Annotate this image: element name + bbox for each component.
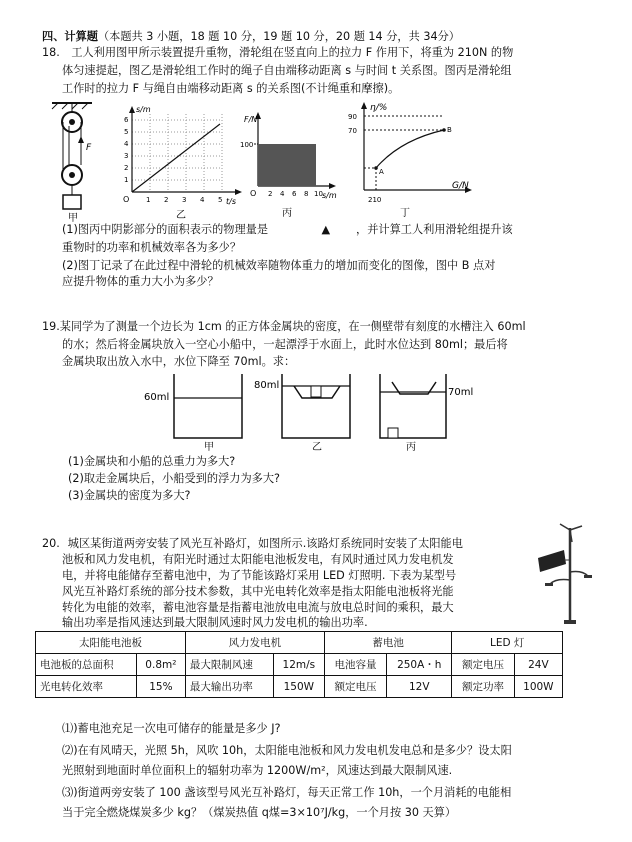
q18-line-1 [42, 46, 513, 60]
q18-stem-1: 工人利用图甲所示装置提升重物，滑轮组在竖直向上的拉力 F 作用下，将重为 210N 的物 [71, 46, 514, 59]
fig-jia-caption: 甲 [68, 213, 78, 222]
bing-origin: O [250, 189, 257, 198]
ding-point-b: B [447, 126, 452, 134]
q19-figure [140, 368, 480, 452]
shaded-work-area [258, 144, 316, 186]
q20-sub1: ⑴)蓄电池充足一次电可储存的能量是多少 J? [62, 722, 281, 735]
solar-panel-icon [538, 550, 566, 572]
yi-ytick: 2 [124, 164, 129, 172]
q19-number: 19. [42, 320, 60, 333]
table-cell: 电池容量 [324, 654, 386, 676]
bing-xtick: 2 [268, 190, 273, 198]
q19-sub2: (2)取走金属块后，小船受到的浮力为多大? [68, 472, 280, 485]
q18-figure-bing [240, 106, 340, 222]
q20-stem-2: 池板和风力发电机，有阳光时通过太阳能电池板发电，有风时通过风力发电机发 [62, 553, 454, 566]
table-header-row [36, 632, 563, 654]
q18-figure-yi [120, 100, 248, 222]
table-cell: 额定电压 [452, 654, 514, 676]
table-cell: 额定功率 [452, 676, 514, 698]
q20-sub3-line1: ⑶)街道两旁安装了 100 盏该型号风光互补路灯，每天正常工作 10h，一个月消耗的电能相 [62, 786, 512, 799]
table-cell: 250A・h [387, 654, 452, 676]
q19-stem-1: 某同学为了测量一个边长为 1cm 的正方体金属块的密度，在一侧壁带有刻度的水槽注入 60ml [59, 320, 526, 333]
ding-ytick: 90 [348, 113, 357, 121]
bing-xtick: 4 [280, 190, 285, 198]
ding-ylabel: η/% [370, 103, 388, 113]
q20-sub2-line1: ⑵)在有风晴天，光照 5h，风吹 10h，太阳能电池板和风力发电机发电总和是多少？设太阳 [62, 744, 512, 757]
yi-xtick: 3 [182, 196, 187, 204]
table-cell: 光电转化效率 [36, 676, 137, 698]
q20-stem-3: 电，并将电能储存至蓄电池中，为了节能该路灯采用 LED 灯照明. 下表为某型号 [62, 569, 457, 582]
q20-stem-4: 风光互补路灯系统的部分技术参数，其中光电转化效率是指太阳能电池板将光能 [62, 585, 454, 598]
fig-yi-caption: 乙 [176, 210, 186, 221]
table-cell: 100W [514, 676, 562, 698]
q18-figure-ding [340, 98, 480, 222]
q18-stem-3: 工作时的拉力 F 与绳自由端移动距离 s 的关系图(不计绳重和摩擦)。 [62, 82, 400, 95]
yi-ytick: 6 [124, 116, 129, 124]
q20-stem-1: 城区某街道两旁安装了风光互补路灯，如图所示.该路灯系统同时安装了太阳能电 [67, 537, 463, 550]
point-a [374, 166, 378, 170]
ding-xlabel: G/N [452, 181, 469, 191]
cap-jia: 甲 [204, 442, 214, 452]
ding-ytick: 70 [348, 127, 357, 135]
ding-point-a: A [379, 168, 384, 176]
q19-sub3: (3)金属块的密度为多大? [68, 489, 191, 502]
table-cell: 150W [273, 676, 324, 698]
q18-stem-2: 体匀速提起，图乙是滑轮组工作时的绳子自由端移动距离 s 与时间 t 关系图。图丙是滑轮组 [62, 64, 512, 77]
bing-level: 100 [240, 141, 254, 149]
street-lamp-illustration [530, 520, 596, 628]
q20-stem-5: 转化为电能的效率，蓄电池容量是指蓄电池放电电流与放电总时间的乘积，最大 [62, 601, 454, 614]
q18-sub1-line2: 重物时的功率和机械效率各为多少？ [62, 241, 242, 254]
weight-block-icon [63, 195, 81, 209]
tank-yi [282, 374, 350, 438]
tank-jia [174, 374, 242, 438]
q20-line-1 [42, 537, 463, 551]
yi-xtick: 2 [164, 196, 169, 204]
table-header: 太阳能电池板 [36, 632, 186, 654]
force-arrow-icon [78, 136, 84, 143]
vol-label-1: 60ml [144, 392, 170, 403]
cap-yi: 乙 [312, 442, 322, 452]
yi-xtick: 4 [200, 196, 205, 204]
section-note: （本题共 3 小题，18 题 10 分，19 题 10 分，20 题 14 分，共 34分） [97, 30, 460, 43]
yi-ylabel: s/m [136, 105, 151, 114]
metal-cube-icon [311, 386, 321, 397]
yi-ytick: 5 [124, 128, 129, 136]
q19-stem-2: 的水；然后将金属块放入一空心小船中，一起漂浮于水面上，此时水位达到 80ml；最后将 [62, 338, 508, 351]
force-label: F [86, 143, 92, 153]
bing-xtick: 8 [304, 190, 309, 198]
table-header: 风力发电机 [185, 632, 324, 654]
table-cell: 最大限制风速 [185, 654, 273, 676]
vol-label-3: 70ml [448, 387, 474, 398]
table-cell: 15% [136, 676, 185, 698]
table-cell: 最大输出功率 [185, 676, 273, 698]
lamp-head-icon [584, 575, 592, 578]
ding-xtick: 210 [368, 196, 382, 204]
q18-number: 18. [42, 46, 60, 59]
yi-ytick: 3 [124, 152, 129, 160]
efficiency-curve [376, 130, 444, 168]
bing-xtick: 10 [314, 190, 323, 198]
q19-line-1 [42, 320, 526, 334]
q20-number: 20. [42, 537, 60, 550]
yi-xtick: 5 [218, 196, 223, 204]
point-b [442, 128, 446, 132]
q18-figure-jia [48, 100, 108, 222]
turbine-icon [560, 524, 570, 530]
cap-bing: 丙 [406, 442, 416, 452]
yi-xlabel: t/s [226, 197, 236, 206]
yi-origin: O [123, 195, 130, 204]
table-row [36, 676, 563, 698]
yi-xtick: 1 [146, 196, 151, 204]
table-cell: 额定电压 [324, 676, 386, 698]
fig-ding-caption: 丁 [400, 208, 410, 219]
q20-sub2-line2: 光照射到地面时单位面积上的辐射功率为 1200W/m²，风速达到最大限制风速. [62, 764, 453, 777]
table-cell: 电池板的总面积 [36, 654, 137, 676]
table-header: 蓄电池 [324, 632, 452, 654]
q18-sub1-rest: ，并计算工人利用滑轮组提升该 [356, 223, 513, 236]
q19-sub1: (1)金属块和小船的总重力为多大? [68, 455, 236, 468]
q18-sub2-line2: 应提升物体的重力大小为多少？ [62, 275, 219, 288]
table-header: LED 灯 [452, 632, 563, 654]
section-header [42, 30, 460, 44]
q18-sub1-line1 [62, 223, 513, 237]
q18-sub1-text: (1)图丙中阴影部分的面积表示的物理量是 [62, 223, 269, 236]
table-cell: 12m/s [273, 654, 324, 676]
q20-stem-6: 输出功率是指风速达到最大限制风速时风力发电机的输出功率. [62, 616, 368, 629]
spec-table [35, 631, 563, 698]
bing-xlabel: s/m [322, 191, 337, 200]
bing-ylabel: F/N [244, 115, 258, 124]
section-title: 四、计算题 [42, 30, 98, 43]
yi-ytick: 4 [124, 140, 129, 148]
yi-ytick: 1 [124, 176, 129, 184]
table-row [36, 654, 563, 676]
s-t-line [132, 124, 220, 192]
vol-label-2: 80ml [254, 380, 280, 391]
metal-cube-icon [388, 428, 398, 438]
fig-bing-caption: 丙 [282, 208, 292, 219]
table-cell: 0.8m² [136, 654, 185, 676]
bing-xtick: 6 [292, 190, 297, 198]
q19-stem-3: 金属块取出放入水中，水位下降至 70ml。求： [62, 355, 296, 368]
q18-sub2-line1: (2)图丁记录了在此过程中滑轮的机械效率随物体重力的增加而变化的图像，图中 B 点对 [62, 259, 496, 272]
table-cell: 24V [514, 654, 562, 676]
table-cell: 12V [387, 676, 452, 698]
answer-mark: ▲ [321, 223, 331, 236]
q20-sub3-line2: 当于完全燃烧煤炭多少 kg？（煤炭热值 q煤=3×10⁷J/kg，一个月按 30 天算） [62, 806, 457, 819]
lamp-head-icon [545, 583, 553, 586]
